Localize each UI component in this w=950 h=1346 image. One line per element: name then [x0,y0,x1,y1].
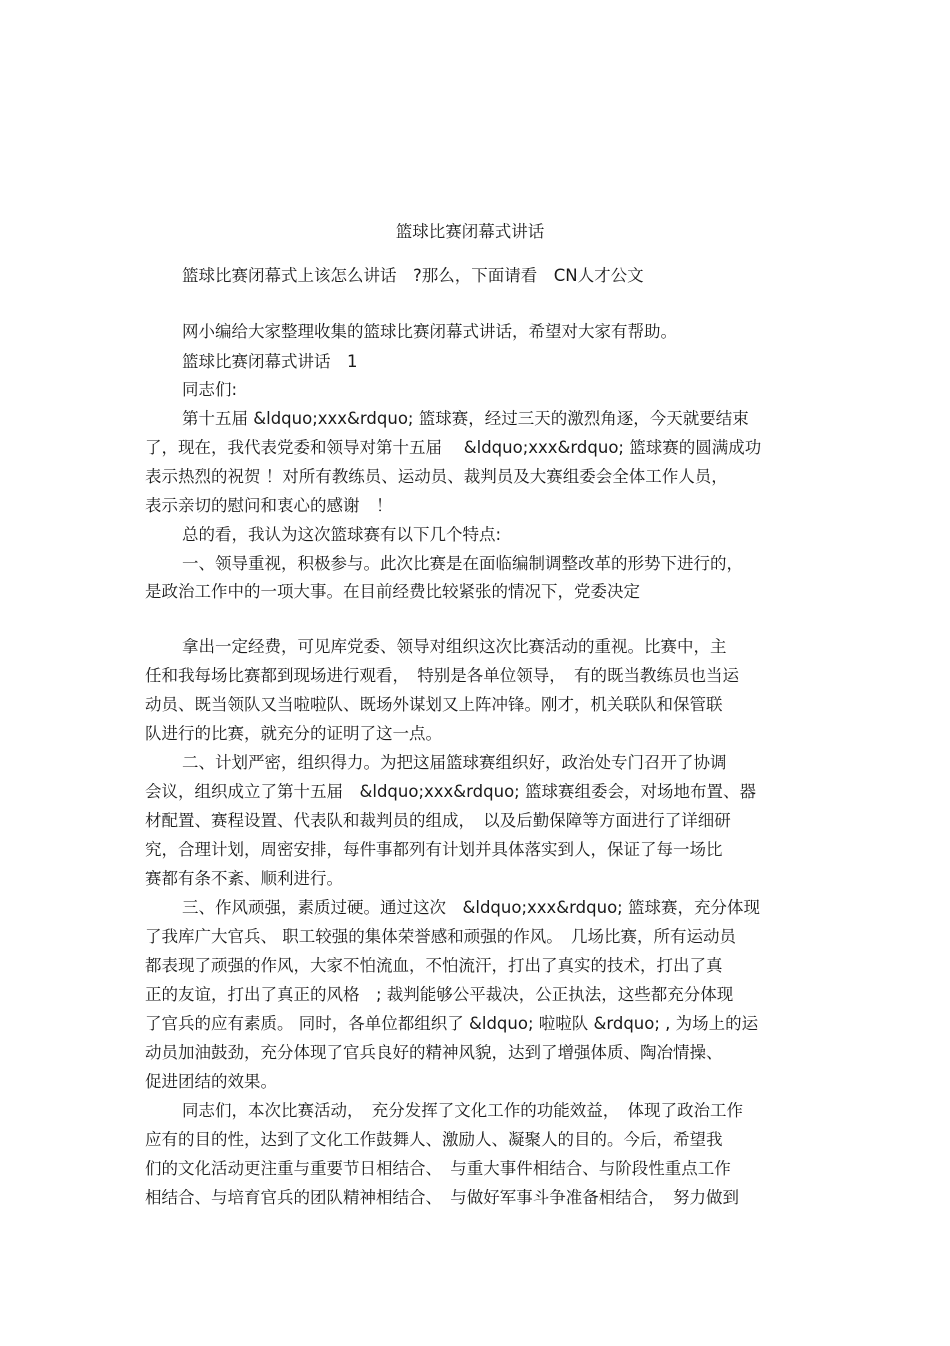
paragraph-line: 了我库广大官兵、 职工较强的集体荣誉感和顽强的作风。 几场比赛，所有运动员 [145,927,736,946]
paragraph-line: 第十五届 &ldquo;xxx&rdquo; 篮球赛，经过三天的激烈角逐，今天就要结束 [182,409,749,428]
paragraph-line: 了，现在，我代表党委和领导对第十五届 &ldquo;xxx&rdquo; 篮球赛的圆满成功 [145,438,762,457]
paragraph-line: 任和我每场比赛都到现场进行观看， 特别是各单位领导， 有的既当教练员也当运 [145,666,739,685]
paragraph-line: 究，合理计划，周密安排，每件事都列有计划并具体落实到人，保证了每一场比 [145,840,723,859]
paragraph-line: 篮球比赛闭幕式上该怎么讲话 ?那么，下面请看 CN人才公文 [182,266,644,285]
paragraph-line: 是政治工作中的一项大事。在目前经费比较紧张的情况下，党委决定 [145,582,640,601]
paragraph-line: 二、计划严密，组织得力。为把这届篮球赛组织好，政治处专门召开了协调 [182,753,727,772]
paragraph-line: 篮球比赛闭幕式讲话 1 [182,352,358,371]
paragraph-line: 都表现了顽强的作风，大家不怕流血，不怕流汗，打出了真实的技术，打出了真 [145,956,723,975]
paragraph-line: 同志们: [182,380,238,399]
paragraph-line: 赛都有条不紊、顺利进行。 [145,869,343,888]
paragraph-line: 应有的目的性，达到了文化工作鼓舞人、激励人、凝聚人的目的。今后，希望我 [145,1130,723,1149]
paragraph-line: 了官兵的应有素质。 同时，各单位都组织了 &ldquo; 啦啦队 &rdquo; , 为场上的运 [145,1014,759,1033]
paragraph-line: 队进行的比赛，就充分的证明了这一点。 [145,724,442,743]
paragraph-line: 相结合、与培育官兵的团队精神相结合、 与做好军事斗争准备相结合， 努力做到 [145,1188,739,1207]
paragraph-line: 动员加油鼓劲，充分体现了官兵良好的精神风貌，达到了增强体质、陶冶情操、 [145,1043,723,1062]
paragraph-line: 表示热烈的祝贺 ！对所有教练员、运动员、裁判员及大赛组委会全体工作人员， [145,467,728,486]
paragraph-line: 会议，组织成立了第十五届 &ldquo;xxx&rdquo; 篮球赛组委会，对场地布置、器 [145,782,756,801]
paragraph-line: 材配置、赛程设置、代表队和裁判员的组成， 以及后勤保障等方面进行了详细研 [145,811,731,830]
paragraph-line: 促进团结的效果。 [145,1072,277,1091]
paragraph-line: 表示亲切的慰问和衷心的感谢 ！ [145,496,393,515]
paragraph-line: 拿出一定经费，可见库党委、领导对组织这次比赛活动的重视。比赛中，主 [182,637,727,656]
paragraph-line: 三、作风顽强，素质过硬。通过这次 &ldquo;xxx&rdquo; 篮球赛，充分体现 [182,898,760,917]
paragraph-line: 总的看，我认为这次篮球赛有以下几个特点: [182,525,502,544]
paragraph-line: 们的文化活动更注重与重要节日相结合、 与重大事件相结合、与阶段性重点工作 [145,1159,731,1178]
paragraph-line: 一、领导重视，积极参与。此次比赛是在面临编制调整改革的形势下进行的， [182,554,743,573]
document-title: 篮球比赛闭幕式讲话 [395,222,545,241]
paragraph-line: 同志们，本次比赛活动， 充分发挥了文化工作的功能效益， 体现了政治工作 [182,1101,743,1120]
paragraph-line: 正的友谊，打出了真正的风格 ; 裁判能够公平裁决，公正执法，这些都充分体现 [145,985,734,1004]
paragraph-line: 动员、既当领队又当啦啦队、既场外谋划又上阵冲锋。刚才，机关联队和保管联 [145,695,723,714]
paragraph-line: 网小编给大家整理收集的篮球比赛闭幕式讲话，希望对大家有帮助。 [182,322,677,341]
